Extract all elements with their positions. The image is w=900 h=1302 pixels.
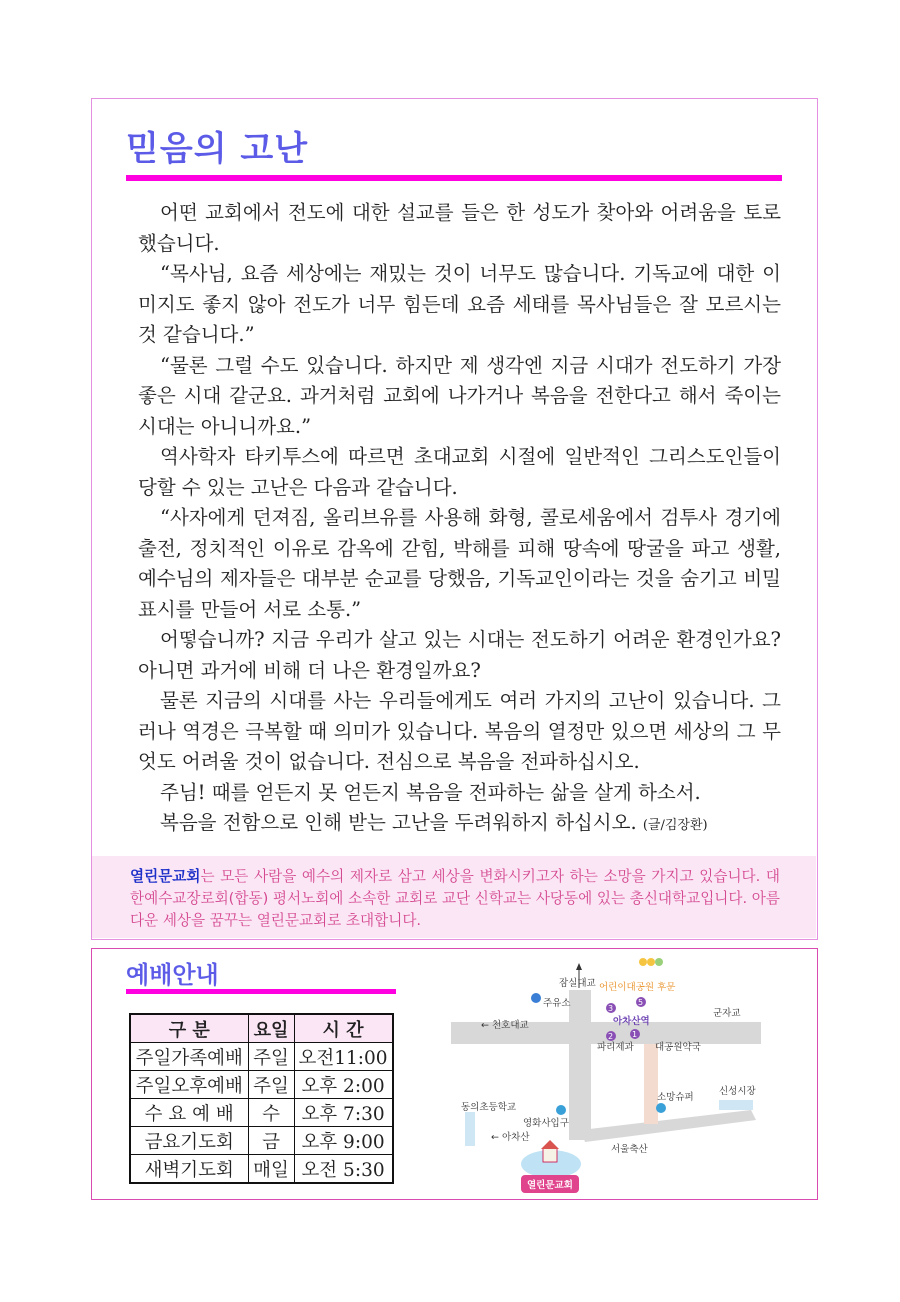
intro-text <box>130 866 780 932</box>
service-name: 주일가족예배 <box>130 1043 248 1071</box>
gas-station-label: 주유소 <box>543 998 571 1009</box>
table-row <box>130 1099 393 1127</box>
article-body <box>138 198 781 842</box>
service-day: 매일 <box>248 1155 294 1184</box>
paragraph: 물론 지금의 시대를 사는 우리들에게도 여러 가지의 고난이 있습니다. 그러나 역경은 극복할 때 의미가 있습니다. 복음의 열정만 있으면 세상의 그 무엇도 어려울 것이 없습니다. 전심으로 복음을 전파하십시오. <box>138 689 781 773</box>
bus-stop-icon <box>656 1103 666 1113</box>
worship-box <box>91 948 818 1200</box>
worship-title-underline <box>126 989 396 994</box>
bus-stop-icon <box>556 1105 566 1115</box>
church-label: 열린문교회 <box>527 1180 573 1191</box>
author: (글/김장환) <box>642 818 708 833</box>
worship-title: 예배안내 <box>126 961 219 989</box>
service-time: 오후 9:00 <box>294 1127 393 1155</box>
service-day: 주일 <box>248 1043 294 1071</box>
church-icon <box>543 1148 557 1162</box>
bus-stop-label: 영화사입구 <box>523 1118 569 1129</box>
title-underline <box>126 175 782 181</box>
last-paragraph-text: 복음을 전함으로 인해 받는 고난을 두려워하지 하십시오. <box>160 811 637 834</box>
paragraph: 어떻습니까? 지금 우리가 살고 있는 시대는 전도하기 어려운 환경인가요? 아니면 과거에 비해 더 나은 환경일까요? <box>138 628 781 682</box>
header-time: 시 간 <box>294 1014 393 1043</box>
park-icon <box>647 958 655 966</box>
service-name: 금요기도회 <box>130 1127 248 1155</box>
road-side <box>644 1044 658 1124</box>
last-paragraph <box>138 808 781 842</box>
paragraph: “사자에게 던져짐, 올리브유를 사용해 화형, 콜로세움에서 검투사 경기에 출전, 정치적인 이유로 감옥에 갇힘, 박해를 피해 땅속에 땅굴을 파고 생활, 예수님의 제자들은 대부분 순교를 당했음, 기독교인이라는 것을 숨기고 비밀 표시를 만들어 서로 소통.” <box>138 506 781 621</box>
achasan-label: ← 아차산 <box>491 1132 530 1143</box>
service-time: 오전11:00 <box>294 1043 393 1071</box>
paragraph: 어떤 교회에서 전도에 대한 설교를 들은 한 성도가 찾아와 어려움을 토로했습니다. <box>138 201 781 255</box>
paragraph: 주님! 때를 얻든지 못 얻든지 복음을 전파하는 삶을 살게 하소서. <box>160 780 701 804</box>
market-label: 신성시장 <box>719 1086 756 1097</box>
exit-label: 3 <box>608 1004 614 1013</box>
jamsil-bridge-label: 잠실대교 <box>559 978 596 989</box>
livestock-label: 서울축산 <box>611 1144 648 1155</box>
article-title: 믿음의 고난 <box>126 129 309 169</box>
church-roof <box>541 1140 559 1149</box>
paragraph: “물론 그럴 수도 있습니다. 하지만 제 생각엔 지금 시대가 전도하기 가장 좋은 시대 같군요. 과거처럼 교회에 나가거나 복음을 전한다고 해서 죽이는 시대는 아니니까요.” <box>138 353 781 438</box>
header-day: 요일 <box>248 1014 294 1043</box>
park-icon <box>639 958 647 966</box>
road-vertical <box>569 990 591 1140</box>
service-time: 오후 7:30 <box>294 1099 393 1127</box>
station-label: 아차산역 <box>613 1016 650 1027</box>
service-day: 주일 <box>248 1071 294 1099</box>
table-row <box>130 1043 393 1071</box>
road-lower <box>581 1110 756 1142</box>
paragraph: 역사학자 타키투스에 따르면 초대교회 시절에 일반적인 그리스도인들이 당할 수 있는 고난은 다음과 같습니다. <box>138 445 781 499</box>
header-category: 구 분 <box>130 1014 248 1043</box>
exit-label: 5 <box>638 998 644 1007</box>
paragraph: “목사님, 요즘 세상에는 재밌는 것이 너무도 많습니다. 기독교에 대한 이미지도 좋지 않아 전도가 너무 힘든데 요즘 세태를 목사님들은 잘 모르시는 것 같습니다.” <box>138 262 781 346</box>
cheonho-label: ← 천호대교 <box>481 1020 529 1031</box>
service-time: 오전 5:30 <box>294 1155 393 1184</box>
intro-body: 는 모든 사람을 예수의 제자로 삼고 세상을 변화시키고자 하는 소망을 가지고 있습니다. 대한예수교장로회(합동) 평서노회에 소속한 교회로 교단 신학교는 사당동에 있는 총신대학교입니다. 아름다운 세상을 꿈꾸는 열린문교회로 초대합니다. <box>130 868 780 929</box>
school-label: 동의초등학교 <box>461 1102 517 1113</box>
service-name: 주일오후예배 <box>130 1071 248 1099</box>
pharmacy-label: 대공원약국 <box>655 1042 701 1053</box>
service-time: 오후 2:00 <box>294 1071 393 1099</box>
table-header-row <box>130 1014 393 1043</box>
paris-label: 파리제과 <box>597 1042 634 1053</box>
article-box <box>91 98 818 940</box>
gunja-label: 군자교 <box>713 1008 741 1019</box>
table-row <box>130 1155 393 1184</box>
market-block <box>719 1100 753 1110</box>
service-day: 수 <box>248 1099 294 1127</box>
church-name: 열린문교회 <box>130 868 201 885</box>
service-name: 새벽기도회 <box>130 1155 248 1184</box>
worship-table <box>129 1013 394 1184</box>
church-intro <box>92 856 816 938</box>
smart-label: 소망슈퍼 <box>657 1092 694 1103</box>
gas-station-icon <box>531 993 541 1003</box>
school-block <box>465 1112 475 1146</box>
park-label: 어린이대공원 후문 <box>599 982 676 993</box>
service-name: 수 요 예 배 <box>130 1099 248 1127</box>
exit-label: 1 <box>632 1030 638 1039</box>
location-map <box>451 950 811 1197</box>
exit-label: 2 <box>608 1032 614 1041</box>
table-row <box>130 1127 393 1155</box>
north-arrow-head <box>576 963 582 970</box>
table-row <box>130 1071 393 1099</box>
park-icon <box>655 958 663 966</box>
service-day: 금 <box>248 1127 294 1155</box>
